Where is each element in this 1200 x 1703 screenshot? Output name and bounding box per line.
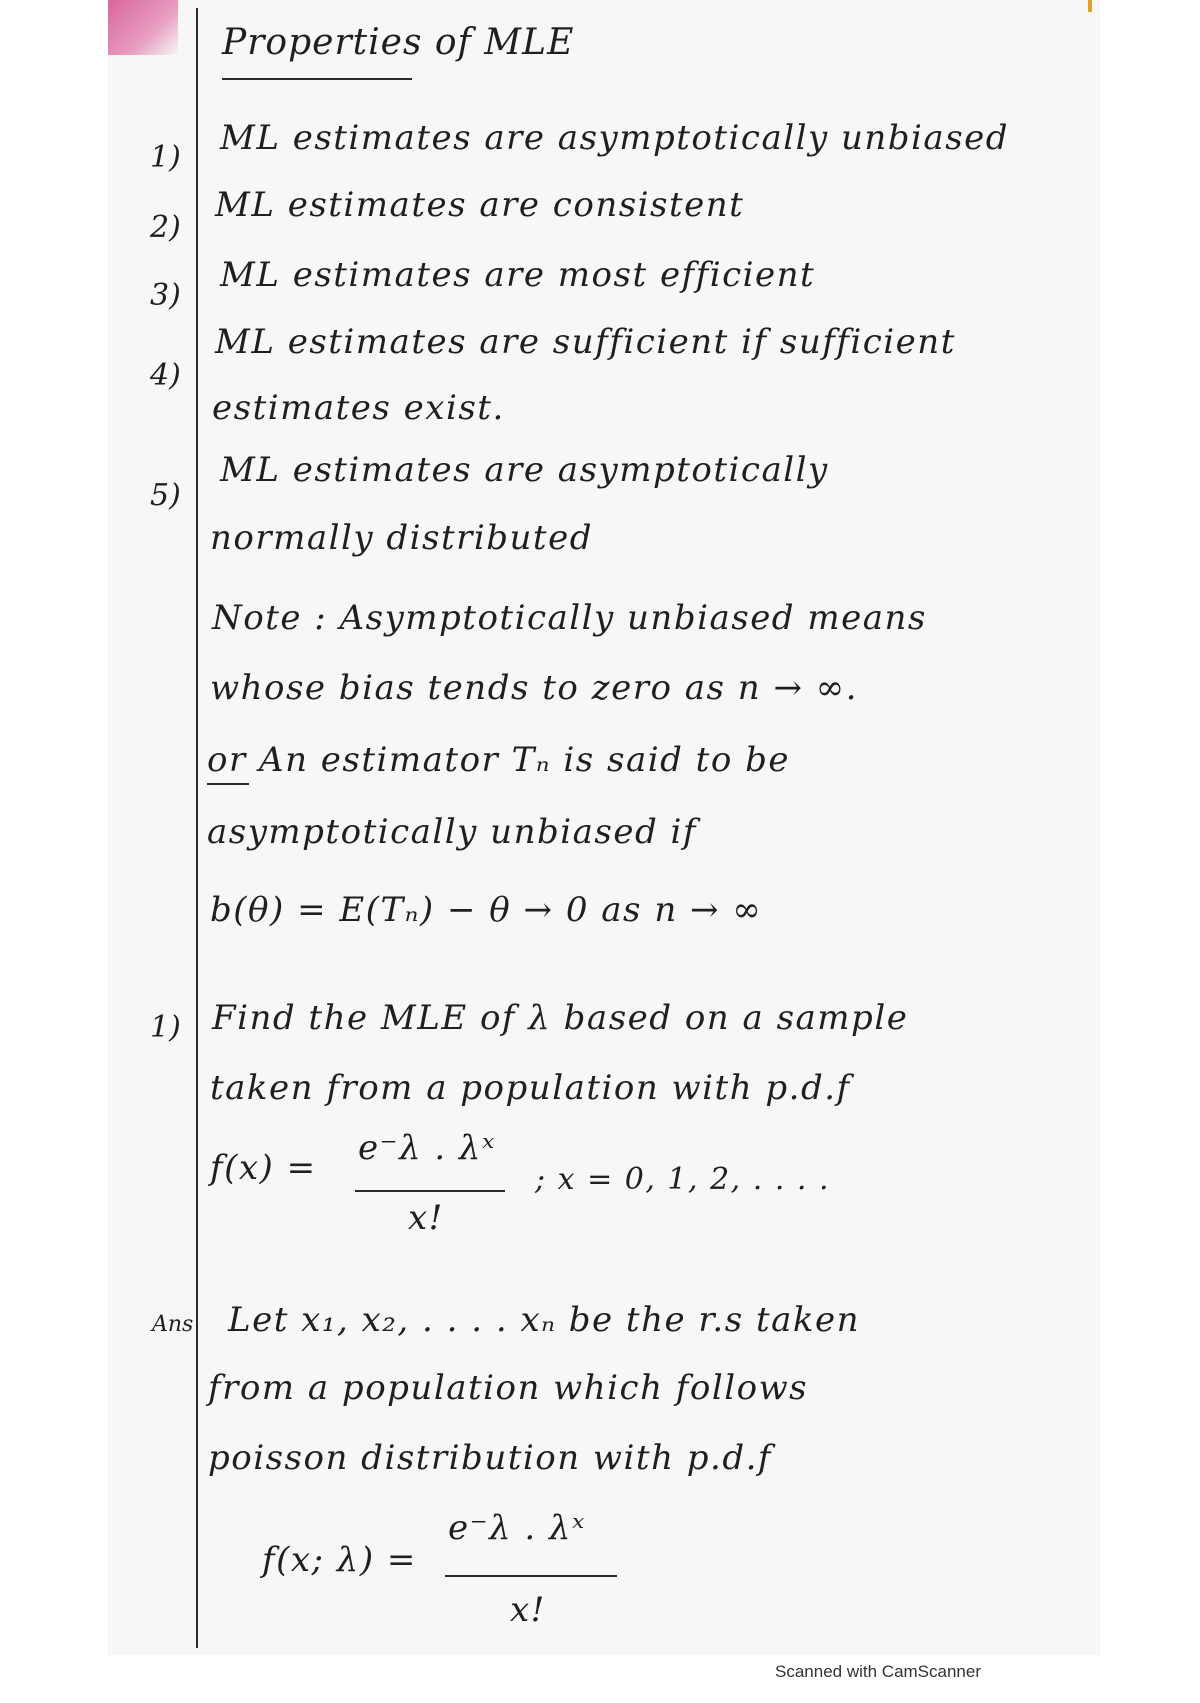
question-number: 1): [150, 1010, 181, 1045]
answer-formula-numerator: e⁻λ . λˣ: [448, 1508, 586, 1548]
answer-line-3: poisson distribution with p.d.f: [208, 1438, 773, 1478]
answer-line-1: Let x₁, x₂, . . . . xₙ be the r.s taken: [228, 1300, 861, 1340]
note-line-4: asymptotically unbiased if: [207, 812, 697, 852]
property-number-5: 5): [150, 478, 181, 513]
question-formula-range: ; x = 0, 1, 2, . . . .: [535, 1162, 831, 1197]
note-line-2: whose bias tends to zero as n → ∞.: [210, 668, 858, 708]
property-1-line-1: ML estimates are asymptotically unbiased: [220, 118, 1010, 158]
question-formula-lhs: f(x) =: [210, 1148, 317, 1188]
property-5-line-1: ML estimates are asymptotically: [220, 450, 829, 490]
answer-fraction-bar: [445, 1575, 617, 1577]
property-4-line-1: ML estimates are sufficient if sufficient: [215, 322, 956, 362]
property-2-line-1: ML estimates are consistent: [215, 185, 745, 225]
title-underline: [222, 78, 412, 80]
answer-label: Ans: [152, 1312, 194, 1337]
question-fraction-bar: [355, 1190, 505, 1192]
question-formula-denominator: x!: [408, 1198, 444, 1238]
answer-formula-denominator: x!: [510, 1590, 546, 1630]
note-line-1: Note : Asymptotically unbiased means: [212, 598, 927, 638]
question-line-2: taken from a population with p.d.f: [210, 1068, 851, 1108]
property-5-line-2: normally distributed: [210, 518, 593, 558]
property-4-line-2: estimates exist.: [212, 388, 505, 428]
question-formula-numerator: e⁻λ . λˣ: [358, 1128, 496, 1168]
property-number-3: 3): [150, 278, 181, 313]
page-corner-decoration: [108, 0, 178, 55]
answer-line-2: from a population which follows: [208, 1368, 809, 1408]
property-number-4: 4): [150, 358, 181, 393]
property-number-2: 2): [150, 210, 181, 245]
or-underline: [207, 783, 249, 785]
note-formula: b(θ) = E(Tₙ) − θ → 0 as n → ∞: [210, 890, 763, 930]
property-number-1: 1): [150, 140, 181, 175]
answer-formula-lhs: f(x; λ) =: [262, 1540, 417, 1580]
note-line-3: or An estimator Tₙ is said to be: [207, 740, 790, 780]
scanner-watermark: Scanned with CamScanner: [775, 1662, 982, 1681]
property-3-line-1: ML estimates are most efficient: [220, 255, 816, 295]
margin-line: [196, 8, 198, 1648]
page-corner-mark: [1088, 0, 1092, 12]
question-line-1: Find the MLE of λ based on a sample: [212, 998, 909, 1038]
page-title: Properties of MLE: [222, 22, 575, 63]
